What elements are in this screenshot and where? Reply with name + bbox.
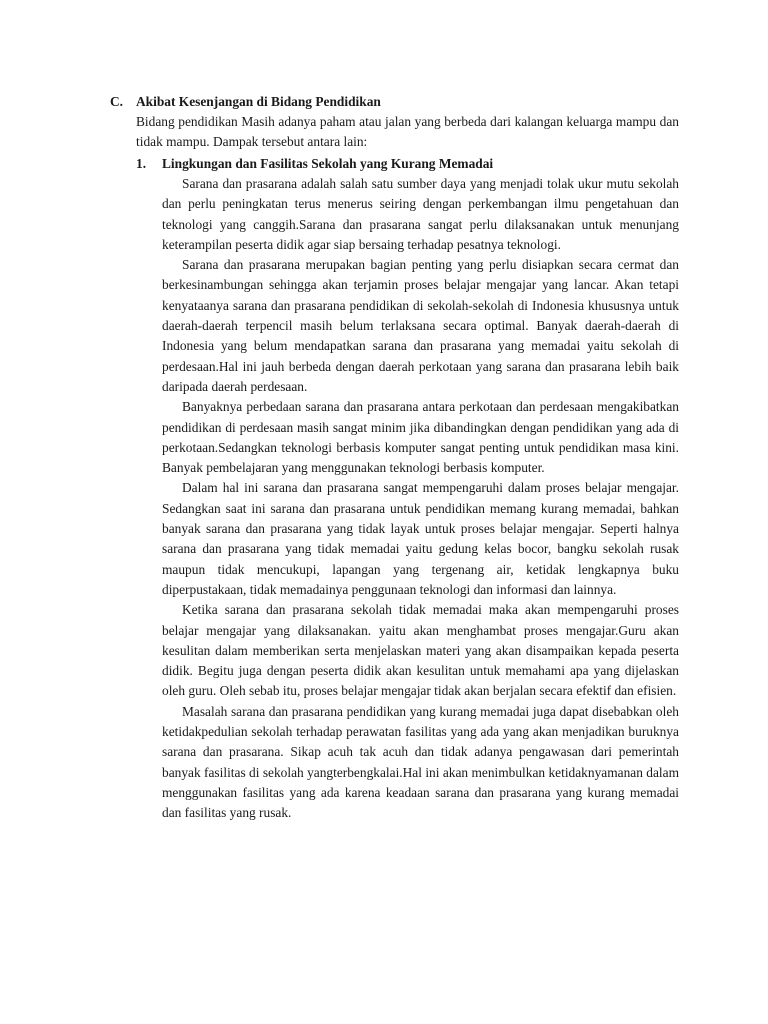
paragraph: Masalah sarana dan prasarana pendidikan yang kurang memadai juga dapat disebabkan oleh ketidakpedulian sekolah terhadap perawatan fasilitas yang ada yang akan menjadikan buruknya sarana dan prasarana. Sikap acuh tak acuh dan tidak adanya pengawasan dari pemerintah banyak fasilitas di sekolah yangterbengkalai.Hal ini akan menimbulkan ketidaknyamanan dalam menggunakan fasilitas yang ada karena keadaan sarana dan prasarana yang kurang memadai dan fasilitas yang rusak. (162, 703, 679, 821)
subsection-heading (136, 154, 493, 174)
subsection-marker: 1. (136, 156, 147, 171)
paragraph: Dalam hal ini sarana dan prasarana sangat mempengaruhi dalam proses belajar mengajar. Sedangkan saat ini sarana dan prasarana untuk pendidikan memang kurang memadai, bahkan banyak sarana dan prasarana yang tidak layak untuk proses belajar mengajar. Seperti halnya sarana dan prasarana yang tidak memadai yaitu gedung kelas bocor, bangku sekolah rusak maupun tidak mencukupi, lapangan yang tergenang air, ketidak lengkapnya buku diperpustakaan, tidak memadainya penggunaan teknologi dan informasi dan lainnya. (162, 480, 679, 597)
section-title: Akibat Kesenjangan di Bidang Pendidikan (136, 94, 381, 109)
paragraph: Ketika sarana dan prasarana sekolah tidak memadai maka akan mempengaruhi proses belajar mengajar yang dilaksanakan. yaitu akan menghambat proses mengajar.Guru akan kesulitan dalam memberikan serta menjelaskan materi yang akan disampaikan kepada peserta didik. Begitu juga dengan peserta didik akan kesulitan untuk memahami apa yang dijelaskan oleh guru. Oleh sebab itu, proses belajar mengajar tidak akan berjalan secara efektif dan efisien. (162, 602, 679, 699)
paragraph: Banyaknya perbedaan sarana dan prasarana antara perkotaan dan perdesaan mengakibatkan pendidikan di perdesaan masih sangat minim jika dibandingkan dengan pendidikan yang ada di perkotaan.Sedangkan teknologi berbasis komputer sangat penting untuk pendidikan masa kini. Banyak pembelajaran yang menggunakan teknologi berbasis komputer. (162, 399, 679, 476)
body-text (162, 174, 679, 824)
intro-paragraph: Bidang pendidikan Masih adanya paham atau jalan yang berbeda dari kalangan keluarga mampu dan tidak mampu. Dampak tersebut antara lain: (136, 114, 679, 150)
section-marker: C. (110, 94, 124, 109)
paragraph: Sarana dan prasarana merupakan bagian penting yang perlu disiapkan secara cermat dan berkesinambungan sehingga akan terjamin proses belajar mengajar yang lancar. Akan tetapi kenyataanya sarana dan prasarana pendidikan di sekolah-sekolah di Indonesia khususnya untuk daerah-daerah terpencil masih belum terlaksana secara optimal. Banyak daerah-daerah di Indonesia yang belum mendapatkan sarana dan prasarana yang memadai yaitu sekolah di perdesaan.Hal ini jauh berbeda dengan daerah perkotaan yang sarana dan prasarana lebih baik daripada daerah perdesaan. (162, 257, 679, 394)
section-heading (110, 92, 381, 112)
subsection-title: Lingkungan dan Fasilitas Sekolah yang Kurang Memadai (162, 156, 494, 171)
paragraph: Sarana dan prasarana adalah salah satu sumber daya yang menjadi tolak ukur mutu sekolah dan perlu peningkatan terus menerus seiring dengan perkembangan ilmu pengetahuan dan teknologi yang canggih.Sarana dan prasarana sangat perlu dilaksanakan untuk menunjang keterampilan peserta didik agar siap bersaing terhadap pesatnya teknologi. (162, 176, 679, 252)
